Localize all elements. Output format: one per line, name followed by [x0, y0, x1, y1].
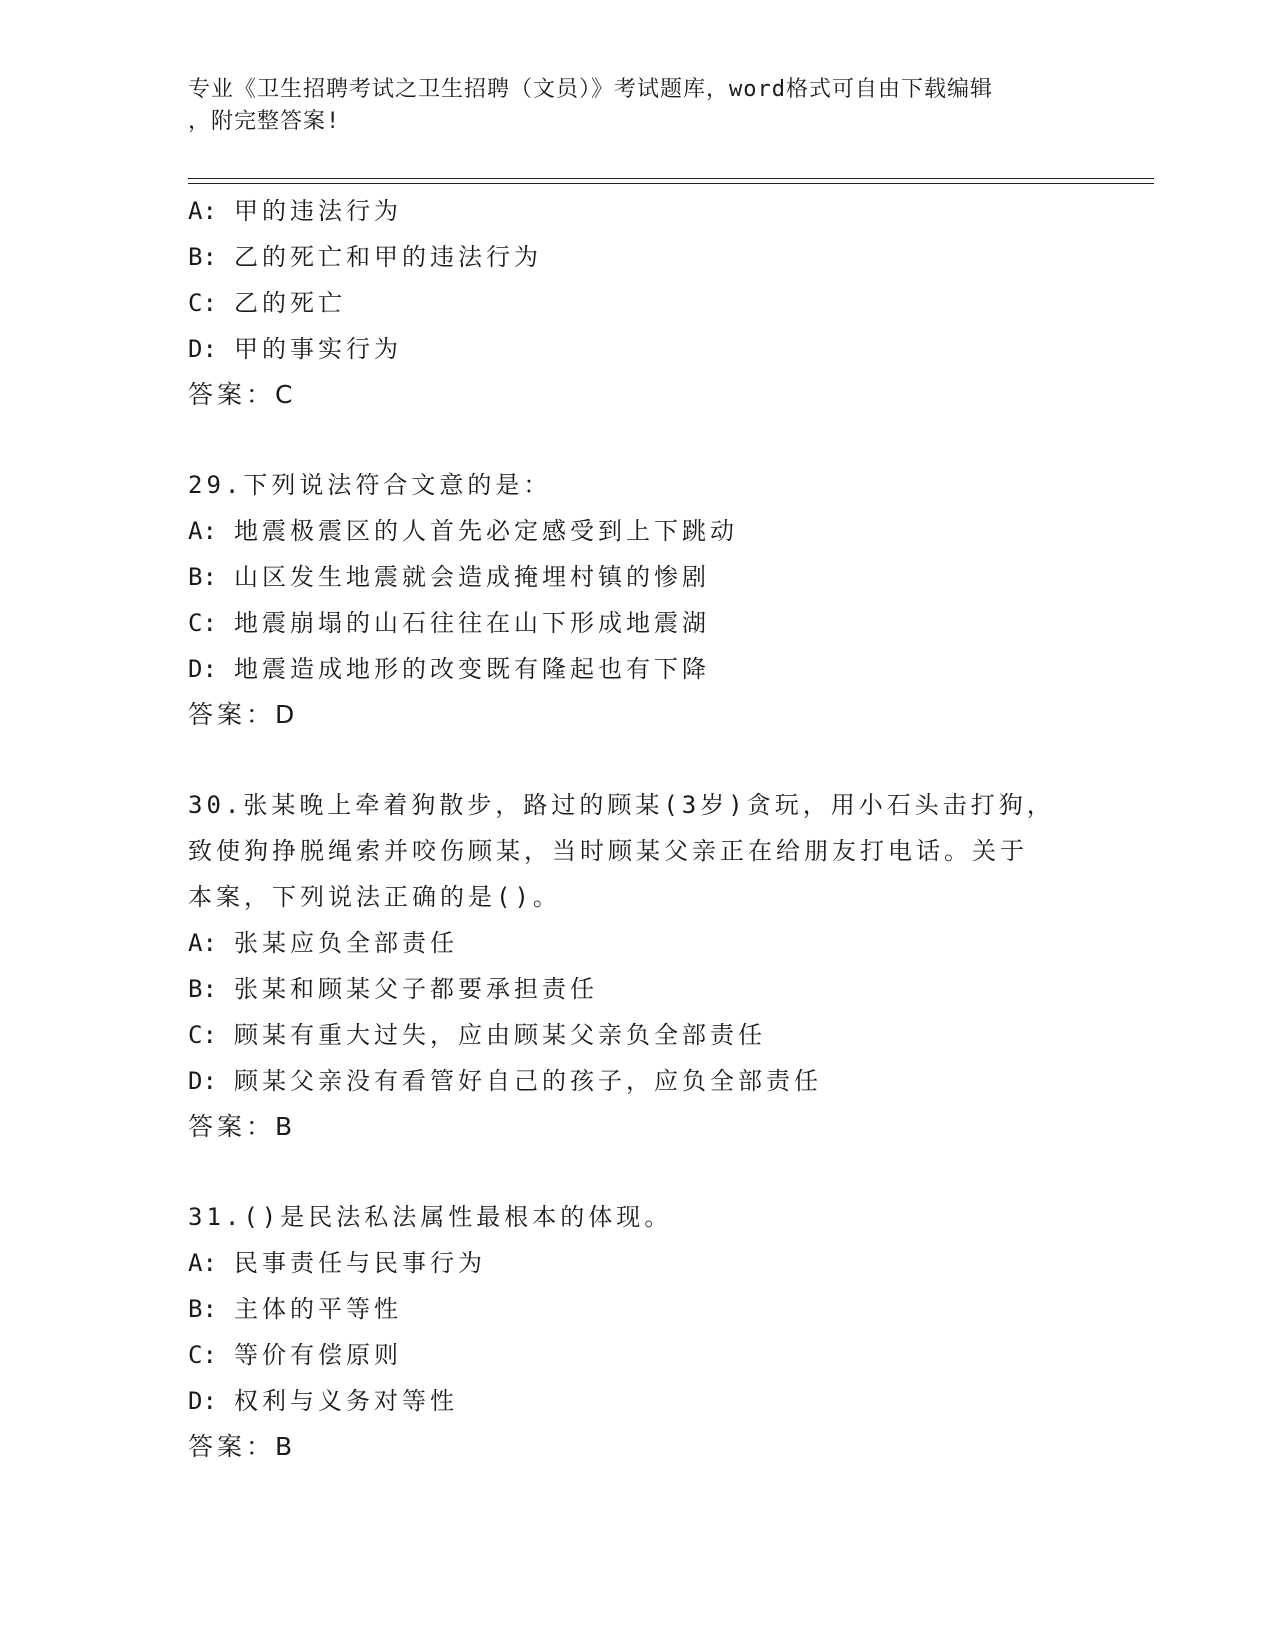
header-line-1: 专业《卫生招聘考试之卫生招聘（文员）》考试题库，word格式可自由下载编辑 [188, 77, 993, 102]
option-c [188, 1012, 1088, 1058]
option-text: 山区发生地震就会造成掩埋村镇的惨剧 [234, 563, 710, 591]
option-b [188, 1286, 1088, 1332]
header-line-2: ，附完整答案! [188, 109, 341, 134]
option-text: 地震崩塌的山石往往在山下形成地震湖 [234, 609, 710, 637]
document-header [188, 74, 1088, 138]
option-text: 地震造成地形的改变既有隆起也有下降 [234, 655, 710, 683]
option-b [188, 234, 1088, 280]
option-c [188, 280, 1088, 326]
question-28 [188, 188, 1088, 418]
spacer [188, 418, 1088, 462]
spacer [188, 738, 1088, 782]
option-b [188, 966, 1088, 1012]
answer: 答案：B [188, 1432, 297, 1461]
option-text: 地震极震区的人首先必定感受到上下跳动 [234, 517, 738, 545]
option-text: 顾某父亲没有看管好自己的孩子，应负全部责任 [234, 1067, 822, 1095]
option-letter: B: [188, 243, 217, 271]
question-30 [188, 782, 1088, 1150]
option-text: 乙的死亡 [234, 289, 346, 317]
option-b [188, 554, 1088, 600]
option-letter: C: [188, 609, 217, 637]
option-letter: C: [188, 289, 217, 317]
option-text: 张某和顾某父子都要承担责任 [234, 975, 598, 1003]
option-letter: A: [188, 1249, 217, 1277]
answer: 答案：C [188, 380, 297, 409]
option-letter: B: [188, 1295, 217, 1323]
option-letter: B: [188, 563, 217, 591]
question-stem: 31.()是民法私法属性最根本的体现。 [188, 1203, 673, 1231]
option-d [188, 1378, 1088, 1424]
answer: 答案：B [188, 1112, 297, 1141]
option-text: 张某应负全部责任 [234, 929, 458, 957]
question-list [188, 188, 1088, 1470]
option-a [188, 188, 1088, 234]
option-letter: A: [188, 197, 217, 225]
spacer [188, 1150, 1088, 1194]
option-letter: D: [188, 1387, 217, 1415]
option-text: 顾某有重大过失，应由顾某父亲负全部责任 [234, 1021, 766, 1049]
option-d [188, 326, 1088, 372]
option-c [188, 1332, 1088, 1378]
option-text: 乙的死亡和甲的违法行为 [234, 243, 542, 271]
option-c [188, 600, 1088, 646]
option-letter: C: [188, 1021, 217, 1049]
option-letter: D: [188, 335, 217, 363]
header-divider-bottom [188, 183, 1154, 184]
option-letter: D: [188, 655, 217, 683]
option-letter: D: [188, 1067, 217, 1095]
option-a [188, 508, 1088, 554]
option-letter: A: [188, 517, 217, 545]
question-31 [188, 1194, 1088, 1470]
option-text: 等价有偿原则 [234, 1341, 402, 1369]
option-text: 民事责任与民事行为 [234, 1249, 486, 1277]
question-stem: 本案，下列说法正确的是()。 [188, 883, 561, 911]
option-a [188, 920, 1088, 966]
question-29 [188, 462, 1088, 738]
option-letter: B: [188, 975, 217, 1003]
option-text: 甲的违法行为 [234, 197, 402, 225]
option-text: 甲的事实行为 [234, 335, 402, 363]
option-letter: C: [188, 1341, 217, 1369]
question-stem: 致使狗挣脱绳索并咬伤顾某，当时顾某父亲正在给朋友打电话。关于 [188, 837, 1028, 865]
option-d [188, 646, 1088, 692]
option-text: 权利与义务对等性 [234, 1387, 458, 1415]
header-divider-top [188, 178, 1154, 179]
question-stem: 29.下列说法符合文意的是： [188, 471, 552, 499]
answer: 答案：D [188, 700, 299, 729]
option-letter: A: [188, 929, 217, 957]
option-text: 主体的平等性 [234, 1295, 402, 1323]
option-d [188, 1058, 1088, 1104]
question-stem: 30.张某晚上牵着狗散步，路过的顾某(3岁)贪玩，用小石头击打狗， [188, 791, 1055, 819]
option-a [188, 1240, 1088, 1286]
